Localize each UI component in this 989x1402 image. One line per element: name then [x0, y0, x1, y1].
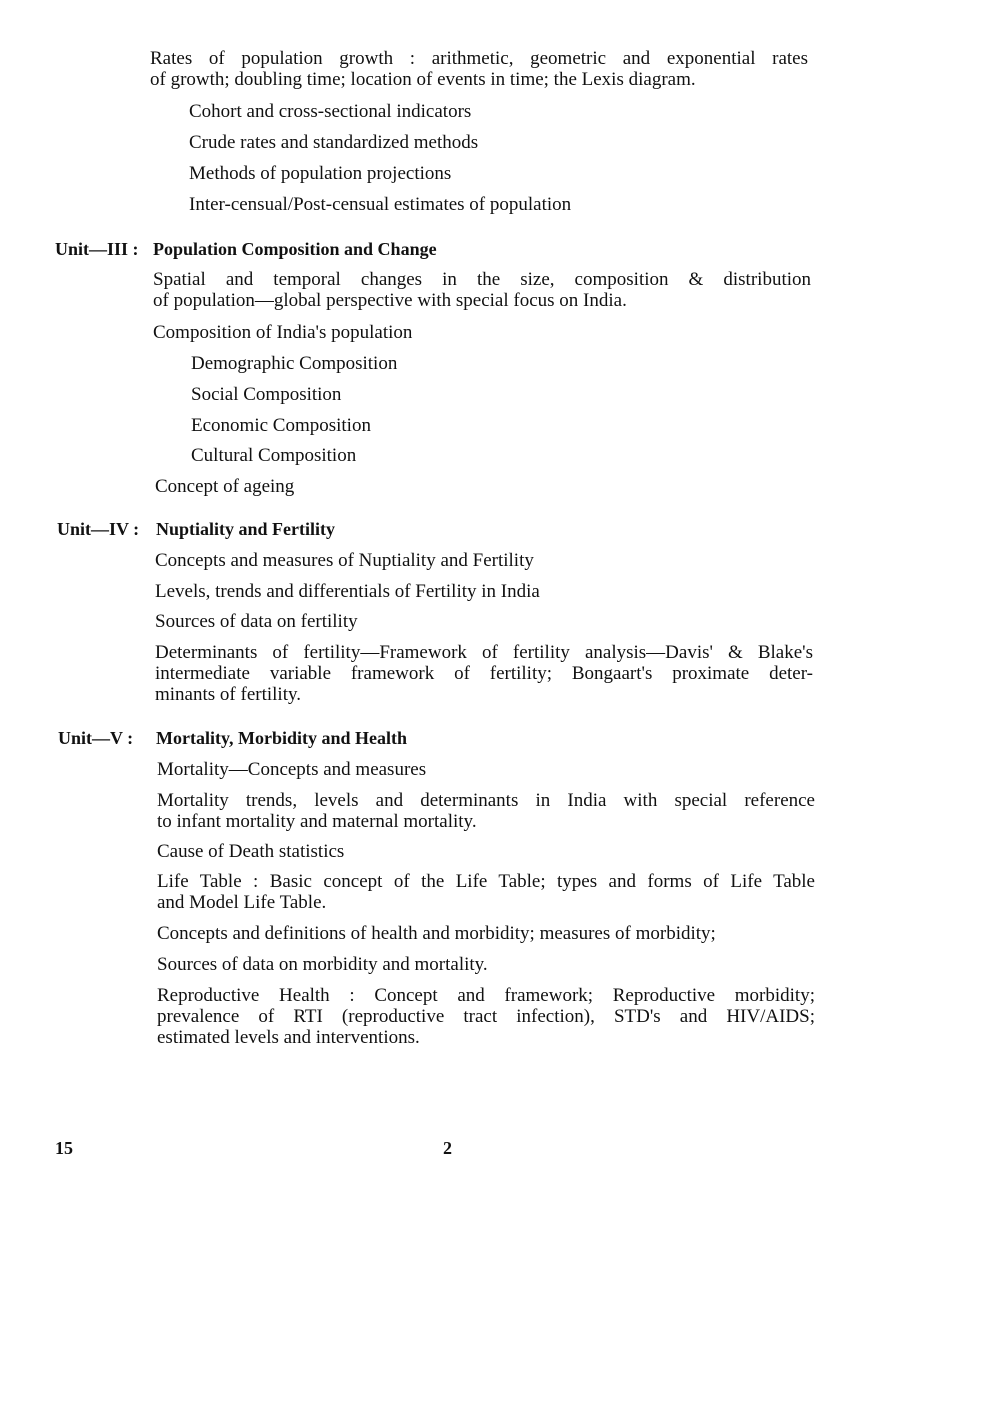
paragraph-line: estimated levels and interventions.: [157, 1027, 420, 1048]
intro-item: Inter-censual/Post-censual estimates of population: [189, 194, 572, 215]
unit-label: Unit—IV :: [57, 519, 140, 539]
paragraph-line: Reproductive Health : Concept and framework; Reproductive morbidity;: [157, 985, 815, 1006]
list-item: Concepts and definitions of health and morbidity; measures of morbidity;: [157, 923, 716, 944]
intro-paragraph-line: of growth; doubling time; location of events in time; the Lexis diagram.: [150, 69, 696, 90]
intro-item: Crude rates and standardized methods: [189, 132, 479, 153]
unit-title: Nuptiality and Fertility: [156, 519, 335, 539]
list-item: Mortality—Concepts and measures: [157, 759, 427, 780]
paragraph-line: intermediate variable framework of fertility; Bongaart's proximate deter-: [155, 663, 813, 684]
sub-item: Demographic Composition: [191, 353, 398, 374]
footer-code: 15: [55, 1138, 73, 1158]
sub-item: Cultural Composition: [191, 445, 357, 466]
unit-label: Unit—III :: [55, 239, 139, 259]
intro-item: Cohort and cross-sectional indicators: [189, 101, 472, 122]
paragraph-line: minants of fertility.: [155, 684, 301, 705]
paragraph-line: and Model Life Table.: [157, 892, 327, 913]
sub-item: Social Composition: [191, 384, 342, 405]
paragraph-line: Life Table : Basic concept of the Life Table; types and forms of Life Table: [157, 871, 815, 892]
section-heading: Composition of India's population: [153, 322, 413, 343]
list-item: Concept of ageing: [155, 476, 295, 497]
paragraph-line: of population—global perspective with special focus on India.: [153, 290, 627, 311]
list-item: Sources of data on fertility: [155, 611, 358, 632]
paragraph-line: Spatial and temporal changes in the size, composition & distribution: [153, 269, 811, 290]
list-item: Concepts and measures of Nuptiality and Fertility: [155, 550, 534, 571]
list-item: Sources of data on morbidity and mortality.: [157, 954, 488, 975]
paragraph-line: to infant mortality and maternal mortality.: [157, 811, 477, 832]
list-item: Levels, trends and differentials of Fertility in India: [155, 581, 540, 602]
list-item: Cause of Death statistics: [157, 841, 345, 862]
sub-item: Economic Composition: [191, 415, 371, 436]
paragraph-line: Determinants of fertility—Framework of fertility analysis—Davis' & Blake's: [155, 642, 813, 663]
paragraph-line: Mortality trends, levels and determinants in India with special reference: [157, 790, 815, 811]
unit-label: Unit—V :: [58, 728, 134, 748]
page-number: 2: [443, 1138, 452, 1158]
paragraph-line: prevalence of RTI (reproductive tract infection), STD's and HIV/AIDS;: [157, 1006, 815, 1027]
intro-item: Methods of population projections: [189, 163, 452, 184]
unit-title: Mortality, Morbidity and Health: [156, 728, 407, 748]
intro-paragraph-line: Rates of population growth : arithmetic, geometric and exponential rates: [150, 48, 808, 69]
unit-title: Population Composition and Change: [153, 239, 437, 259]
